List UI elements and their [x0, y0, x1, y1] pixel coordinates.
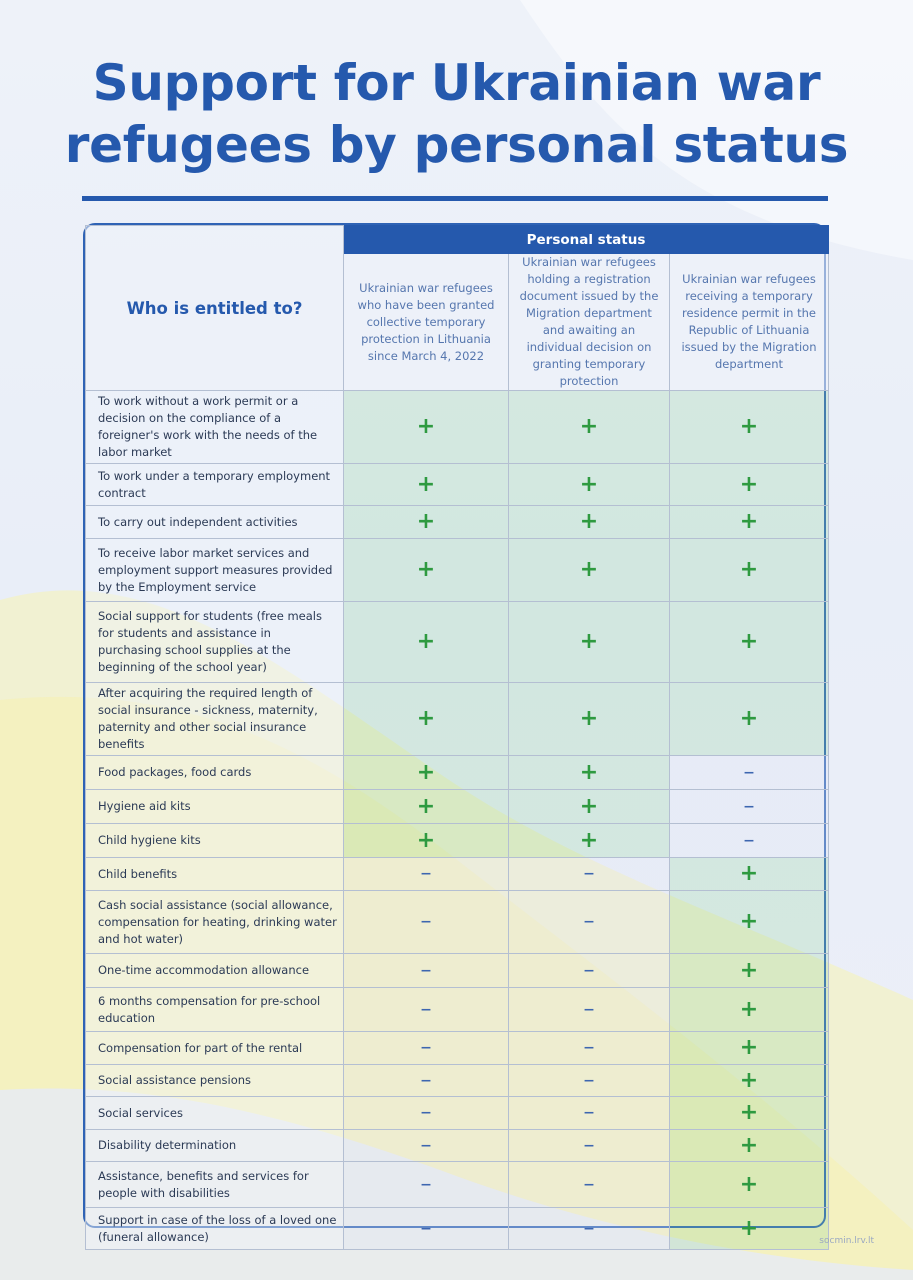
plus-mark: + — [670, 1208, 829, 1250]
minus-mark: – — [509, 988, 670, 1032]
minus-mark: – — [509, 1208, 670, 1250]
minus-mark: – — [344, 988, 509, 1032]
minus-mark: – — [509, 1065, 670, 1097]
minus-mark: – — [344, 954, 509, 988]
plus-mark: + — [344, 506, 509, 539]
column-header-registration-document: Ukrainian war refugees holding a registration document issued by the Migration department and awaiting an individual decision on granting temporary protection — [509, 254, 670, 391]
plus-mark: + — [670, 602, 829, 683]
table-row — [86, 602, 829, 683]
plus-mark: + — [670, 464, 829, 506]
minus-mark: – — [344, 1130, 509, 1162]
row-label: Social support for students (free meals for students and assistance in purchasing school supplies at the beginning of the school year) — [86, 602, 344, 683]
minus-mark: – — [344, 1032, 509, 1065]
row-label: Hygiene aid kits — [86, 790, 344, 824]
row-label: Disability determination — [86, 1130, 344, 1162]
entitlement-table — [83, 223, 826, 1244]
row-label: Food packages, food cards — [86, 756, 344, 790]
who-is-entitled-header: Who is entitled to? — [86, 226, 344, 391]
row-label: After acquiring the required length of social insurance - sickness, maternity, paternity and other social insurance benefits — [86, 683, 344, 756]
column-header-collective-protection: Ukrainian war refugees who have been granted collective temporary protection in Lithuania since March 4, 2022 — [344, 254, 509, 391]
page-title-line-1: Support for Ukrainian war — [92, 54, 821, 112]
table-row — [86, 988, 829, 1032]
plus-mark: + — [509, 602, 670, 683]
plus-mark: + — [344, 602, 509, 683]
minus-mark: – — [670, 756, 829, 790]
plus-mark: + — [670, 539, 829, 602]
row-label: Child hygiene kits — [86, 824, 344, 858]
row-label: 6 months compensation for pre-school education — [86, 988, 344, 1032]
minus-mark: – — [344, 1065, 509, 1097]
table-row — [86, 790, 829, 824]
personal-status-header: Personal status — [344, 226, 829, 254]
plus-mark: + — [344, 756, 509, 790]
row-label: Assistance, benefits and services for people with disabilities — [86, 1162, 344, 1208]
minus-mark: – — [509, 1097, 670, 1130]
minus-mark: – — [344, 1162, 509, 1208]
plus-mark: + — [344, 790, 509, 824]
plus-mark: + — [670, 1032, 829, 1065]
row-label: To work without a work permit or a decision on the compliance of a foreigner's work with the needs of the labor market — [86, 391, 344, 464]
table-row — [86, 464, 829, 506]
table-row — [86, 391, 829, 464]
minus-mark: – — [344, 1208, 509, 1250]
table-row — [86, 858, 829, 891]
plus-mark: + — [670, 683, 829, 756]
plus-mark: + — [509, 539, 670, 602]
plus-mark: + — [670, 391, 829, 464]
plus-mark: + — [670, 1097, 829, 1130]
table-row — [86, 1208, 829, 1250]
row-label: To work under a temporary employment contract — [86, 464, 344, 506]
minus-mark: – — [509, 891, 670, 954]
plus-mark: + — [670, 1162, 829, 1208]
plus-mark: + — [670, 891, 829, 954]
plus-mark: + — [509, 506, 670, 539]
plus-mark: + — [509, 824, 670, 858]
table-body — [86, 391, 829, 1250]
table-row — [86, 539, 829, 602]
table-row — [86, 506, 829, 539]
minus-mark: – — [344, 858, 509, 891]
table-row — [86, 954, 829, 988]
table-row — [86, 756, 829, 790]
minus-mark: – — [509, 954, 670, 988]
minus-mark: – — [670, 824, 829, 858]
plus-mark: + — [509, 391, 670, 464]
row-label: To carry out independent activities — [86, 506, 344, 539]
minus-mark: – — [509, 1032, 670, 1065]
plus-mark: + — [670, 988, 829, 1032]
plus-mark: + — [670, 954, 829, 988]
row-label: Social assistance pensions — [86, 1065, 344, 1097]
minus-mark: – — [509, 1130, 670, 1162]
minus-mark: – — [509, 1162, 670, 1208]
row-label: Support in case of the loss of a loved one (funeral allowance) — [86, 1208, 344, 1250]
plus-mark: + — [344, 824, 509, 858]
minus-mark: – — [670, 790, 829, 824]
plus-mark: + — [509, 464, 670, 506]
plus-mark: + — [670, 1065, 829, 1097]
plus-mark: + — [344, 391, 509, 464]
plus-mark: + — [344, 464, 509, 506]
plus-mark: + — [509, 790, 670, 824]
row-label: To receive labor market services and employment support measures provided by the Employment service — [86, 539, 344, 602]
minus-mark: – — [509, 858, 670, 891]
table-row — [86, 824, 829, 858]
minus-mark: – — [344, 1097, 509, 1130]
table-row — [86, 1065, 829, 1097]
title-divider — [82, 196, 828, 201]
plus-mark: + — [344, 539, 509, 602]
row-label: Compensation for part of the rental — [86, 1032, 344, 1065]
plus-mark: + — [344, 683, 509, 756]
minus-mark: – — [344, 891, 509, 954]
plus-mark: + — [670, 1130, 829, 1162]
table-row — [86, 1130, 829, 1162]
table-row — [86, 683, 829, 756]
row-label: Social services — [86, 1097, 344, 1130]
plus-mark: + — [509, 756, 670, 790]
table-row — [86, 1162, 829, 1208]
table-row — [86, 1032, 829, 1065]
column-header-residence-permit: Ukrainian war refugees receiving a temporary residence permit in the Republic of Lithuania issued by the Migration department — [670, 254, 829, 391]
row-label: One-time accommodation allowance — [86, 954, 344, 988]
plus-mark: + — [670, 506, 829, 539]
page-title-line-2: refugees by personal status — [64, 116, 849, 174]
plus-mark: + — [509, 683, 670, 756]
row-label: Child benefits — [86, 858, 344, 891]
row-label: Cash social assistance (social allowance, compensation for heating, drinking water and hot water) — [86, 891, 344, 954]
page-title — [40, 52, 873, 176]
source-credit: socmin.lrv.lt — [819, 1236, 874, 1246]
table-row — [86, 1097, 829, 1130]
table-row — [86, 891, 829, 954]
plus-mark: + — [670, 858, 829, 891]
